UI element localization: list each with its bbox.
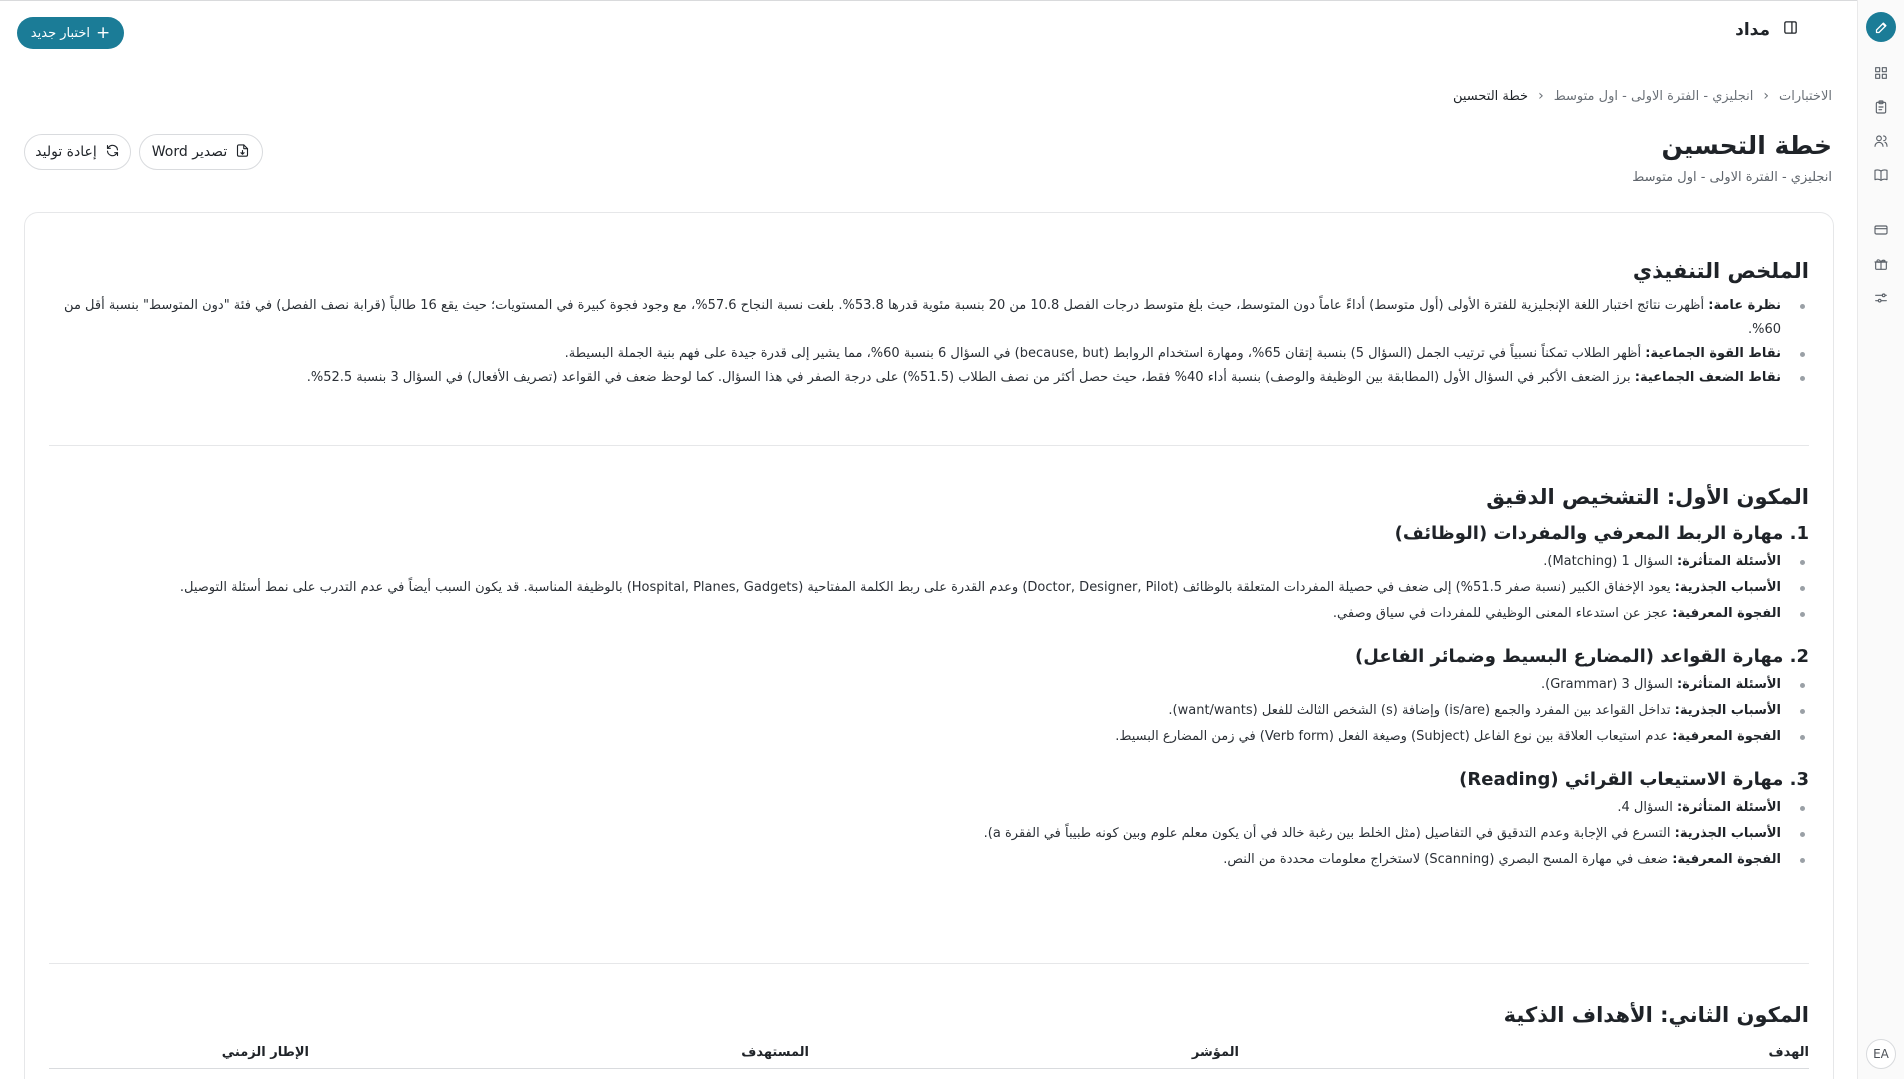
column-header: المستهدف (741, 1045, 809, 1060)
breadcrumb-item-test[interactable]: انجليزي - الفترة الاولى - اول متوسط (1553, 88, 1754, 104)
list-item: نقاط القوة الجماعية: أظهر الطلاب تمكناً نسبياً في ترتيب الجمل (السؤال 5) بنسبة إتقان 65%، ومهارة استخدام الروابط (because, but) في السؤال 6 بنسبة 60%، مما يشير إلى قدرة جيدة على فهم بنية الجملة البسيطة. (49, 342, 1809, 366)
list-item: الفجوة المعرفية: عجز عن استدعاء المعنى الوظيفي للمفردات في سياق وصفي. (49, 602, 1809, 626)
column-header: الهدف (1768, 1045, 1809, 1060)
list-item: الأسباب الجذرية: يعود الإخفاق الكبير (نسبة صفر 51.5%) إلى ضعف في حصيلة المفردات المتعلقة بالوظائف (Doctor, Designer, Pilot) وعدم القدرة على ربط الكلمة المفتاحية (Hospital, Planes, Gadgets) بالوظيفة المناسبة. قد يكون السبب أيضاً في عدم التدرب على نمط أسئلة التوصيل. (49, 576, 1809, 600)
sliders-icon[interactable] (1870, 287, 1892, 309)
icon-rail (1857, 0, 1904, 1079)
skill-title: 3. مهارة الاستيعاب القرائي (Reading) (1459, 769, 1809, 790)
brand (1735, 19, 1799, 40)
pencil-icon[interactable] (1866, 12, 1896, 42)
breadcrumb (1453, 88, 1832, 104)
avatar[interactable]: EA (1866, 1039, 1896, 1069)
users-icon[interactable] (1870, 130, 1892, 152)
diagnosis-heading: المكون الأول: التشخيص الدقيق (1486, 485, 1809, 509)
summary-heading: الملخص التنفيذي (1632, 259, 1809, 283)
plan-card (24, 212, 1834, 1079)
goals-heading: المكون الثاني: الأهداف الذكية (1503, 1003, 1809, 1027)
list-item: نظرة عامة: أظهرت نتائج اختبار اللغة الإنجليزية للفترة الأولى (أول متوسط) أداءً عاماً دون المتوسط، حيث بلغ متوسط درجات الفصل 10.8 من 20 بنسبة مئوية قدرها 53.8%. بلغت نسبة النجاح 57.6%، مع وجود فجوة كبيرة في المستويات؛ حيث يقع 16 طالباً (قرابة نصف الفصل) في فئة "دون المتوسط" بنسبة أقل من 60%. (49, 294, 1809, 342)
file-export-icon (235, 143, 250, 162)
list-item: الأسباب الجذرية: التسرع في الإجابة وعدم التدقيق في التفاصيل (مثل الخلط بين رغبة خالد في أن يكون معلم علوم وبين كونه طبيباً في الفقرة a). (49, 822, 1809, 846)
export-word-button[interactable] (139, 134, 263, 170)
new-test-label: اختبار جديد (30, 25, 90, 41)
chevron-left-icon: ‹ (1538, 88, 1544, 104)
list-item: الأسئلة المتأثرة: السؤال 4. (49, 796, 1809, 820)
executive-summary (49, 259, 1809, 390)
skill-list (49, 796, 1809, 872)
clipboard-icon[interactable] (1870, 96, 1892, 118)
breadcrumb-item-current: خطة التحسين (1452, 88, 1529, 104)
column-header: المؤشر (1191, 1045, 1239, 1060)
goals-table-header (49, 1039, 1809, 1069)
plus-icon: + (95, 22, 111, 43)
top-bar (0, 0, 1857, 64)
regenerate-button[interactable] (24, 134, 131, 170)
divider (49, 445, 1809, 446)
regenerate-label: إعادة توليد (35, 144, 97, 160)
skill-list (49, 673, 1809, 749)
skill-title: 1. مهارة الربط المعرفي والمفردات (الوظائف) (1394, 523, 1809, 544)
export-word-label: تصدير Word (151, 144, 228, 160)
skill-list (49, 550, 1809, 626)
refresh-icon (105, 143, 120, 162)
goals-section (49, 1003, 1809, 1060)
book-icon[interactable] (1870, 164, 1892, 186)
list-item: الفجوة المعرفية: ضعف في مهارة المسح البصري (Scanning) لاستخراج معلومات محددة من النص. (49, 848, 1809, 872)
skill-title: 2. مهارة القواعد (المضارع البسيط وضمائر الفاعل) (1355, 646, 1809, 667)
divider (49, 963, 1809, 964)
brand-name: مداد (1735, 19, 1770, 40)
column-header: الإطار الزمني (221, 1045, 309, 1060)
new-test-button[interactable] (17, 17, 124, 49)
chevron-left-icon: ‹ (1763, 88, 1769, 104)
list-item: الفجوة المعرفية: عدم استيعاب العلاقة بين نوع الفاعل (Subject) وصيغة الفعل (Verb form) في زمن المضارع البسيط. (49, 725, 1809, 749)
page-subtitle: انجليزي - الفترة الاولى - اول متوسط (1632, 170, 1832, 185)
list-item: نقاط الضعف الجماعية: برز الضعف الأكبر في السؤال الأول (المطابقة بين الوظيفة والوصف) بنسبة أداء 40% فقط، حيث حصل أكثر من نصف الطلاب (51.5%) على درجة الصفر في هذا السؤال. كما لوحظ ضعف في القواعد (تصريف الأفعال) في السؤال 3 بنسبة 52.5%. (49, 366, 1809, 390)
list-item: الأسئلة المتأثرة: السؤال 3 (Grammar). (49, 673, 1809, 697)
diagnosis-section (49, 485, 1809, 872)
credit-card-icon[interactable] (1870, 219, 1892, 241)
grid-icon[interactable] (1870, 62, 1892, 84)
breadcrumb-item-tests[interactable]: الاختبارات (1779, 88, 1832, 104)
gift-icon[interactable] (1870, 253, 1892, 275)
summary-list (49, 294, 1809, 390)
sidebar-toggle-icon[interactable] (1782, 19, 1799, 40)
list-item: الأسئلة المتأثرة: السؤال 1 (Matching). (49, 550, 1809, 574)
page-title: خطة التحسين (1661, 131, 1832, 160)
list-item: الأسباب الجذرية: تداخل القواعد بين المفرد والجمع (is/are) وإضافة (s) الشخص الثالث للفعل (want/wants). (49, 699, 1809, 723)
